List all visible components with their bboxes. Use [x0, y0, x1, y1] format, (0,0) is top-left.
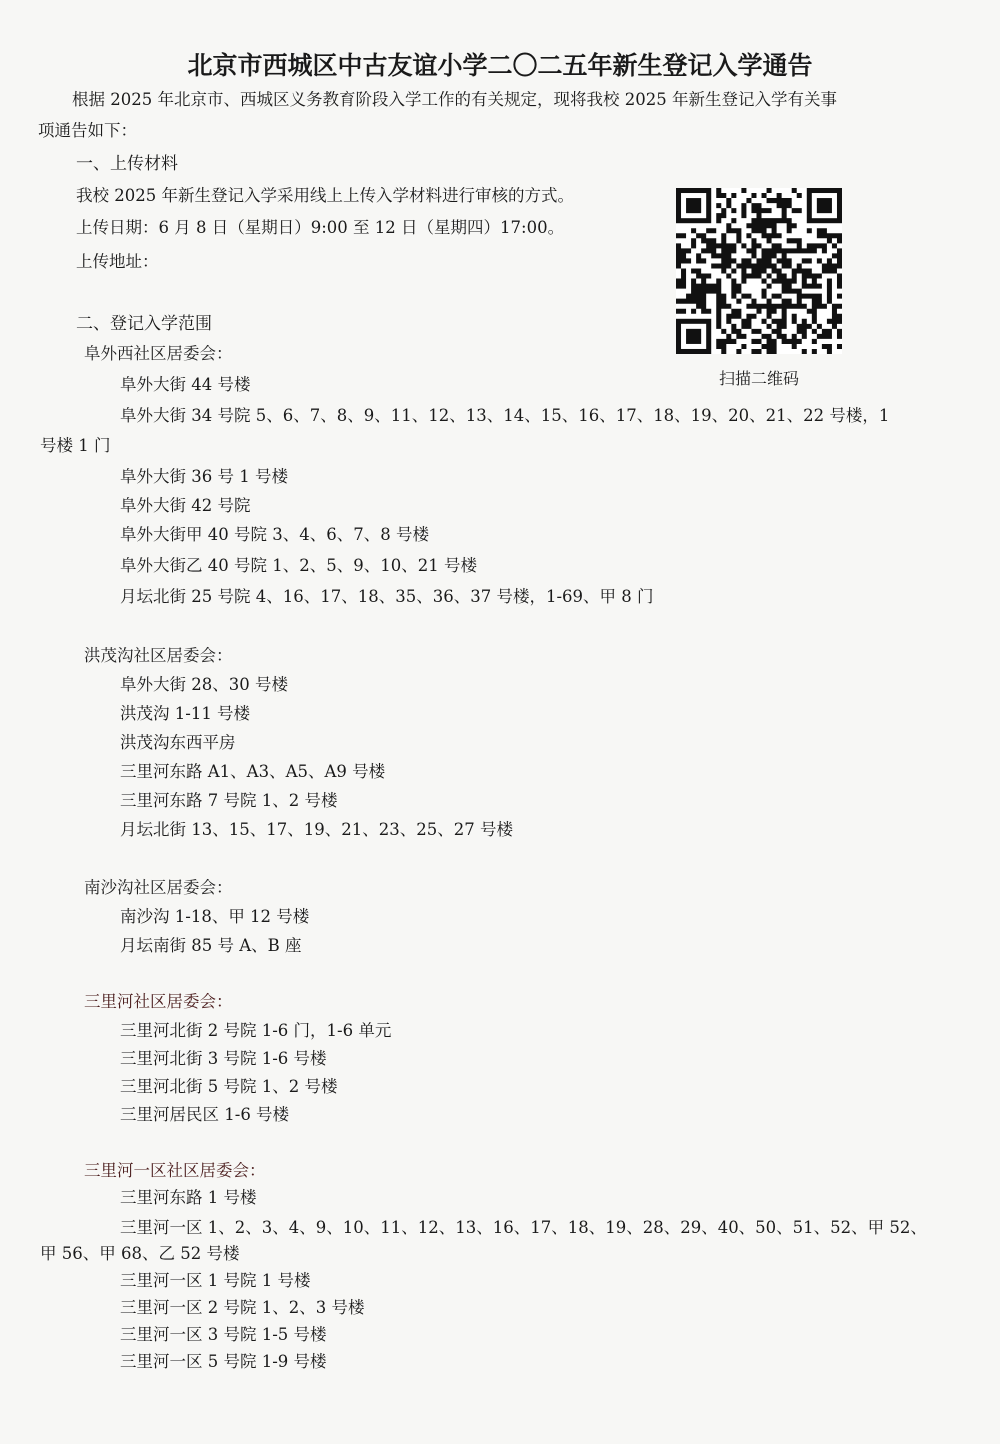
address-line: 阜外大街 44 号楼 [120, 375, 251, 394]
upload-method-text: 我校 2025 年新生登记入学采用线上上传入学材料进行审核的方式。 [76, 186, 574, 205]
address-line: 三里河一区 2 号院 1、2、3 号楼 [120, 1298, 365, 1317]
address-line: 三里河北街 5 号院 1、2 号楼 [120, 1077, 338, 1096]
address-line: 洪茂沟东西平房 [120, 733, 236, 752]
community-name: 三里河一区社区居委会： [84, 1161, 266, 1180]
address-line: 阜外大街 36 号 1 号楼 [120, 467, 288, 486]
community-name: 洪茂沟社区居委会： [84, 646, 233, 665]
address-line: 南沙沟 1-18、甲 12 号楼 [120, 907, 310, 926]
address-line: 月坛北街 25 号院 4、16、17、18、35、36、37 号楼，1-69、甲 8 门 [120, 587, 654, 606]
community-name: 三里河社区居委会： [84, 992, 233, 1011]
page-title: 北京市西城区中古友谊小学二〇二五年新生登记入学通告 [187, 51, 813, 80]
upload-date-text: 上传日期：6 月 8 日（星期日）9:00 至 12 日（星期四）17:00。 [76, 218, 565, 237]
qr-code[interactable] [676, 188, 842, 354]
address-line: 甲 56、甲 68、乙 52 号楼 [40, 1244, 240, 1263]
address-line: 号楼 1 门 [40, 436, 111, 455]
address-line: 洪茂沟 1-11 号楼 [120, 704, 251, 723]
address-line: 阜外大街 28、30 号楼 [120, 675, 288, 694]
upload-address-label: 上传地址： [76, 252, 159, 271]
address-line: 三里河北街 3 号院 1-6 号楼 [120, 1049, 327, 1068]
intro-line-1: 根据 2025 年北京市、西城区义务教育阶段入学工作的有关规定，现将我校 2025 年新生登记入学有关事 [72, 90, 837, 109]
community-name: 南沙沟社区居委会： [84, 878, 233, 897]
qr-caption: 扫描二维码 [718, 369, 799, 388]
section-2-heading: 二、登记入学范围 [76, 314, 212, 334]
address-line: 三里河居民区 1-6 号楼 [120, 1105, 290, 1124]
intro-line-2: 项通告如下： [38, 121, 137, 140]
address-line: 三里河一区 1、2、3、4、9、10、11、12、13、16、17、18、19、28、29、40、50、51、52、甲 52、 [120, 1218, 927, 1237]
address-line: 三里河一区 1 号院 1 号楼 [120, 1271, 311, 1290]
community-name: 阜外西社区居委会： [84, 344, 233, 363]
address-line: 阜外大街 42 号院 [120, 496, 251, 515]
address-line: 三里河东路 1 号楼 [120, 1188, 257, 1207]
address-line: 阜外大街 34 号院 5、6、7、8、9、11、12、13、14、15、16、17、18、19、20、21、22 号楼，1 [120, 406, 890, 425]
qr-finder-pattern [807, 188, 842, 223]
address-line: 三里河一区 5 号院 1-9 号楼 [120, 1352, 327, 1371]
address-line: 月坛南街 85 号 A、B 座 [120, 936, 302, 955]
qr-finder-pattern [676, 188, 711, 223]
qr-finder-pattern [676, 319, 711, 354]
address-line: 阜外大街乙 40 号院 1、2、5、9、10、21 号楼 [120, 556, 477, 575]
address-line: 阜外大街甲 40 号院 3、4、6、7、8 号楼 [120, 525, 429, 544]
address-line: 三里河一区 3 号院 1-5 号楼 [120, 1325, 327, 1344]
address-line: 三里河北街 2 号院 1-6 门，1-6 单元 [120, 1021, 392, 1040]
address-line: 月坛北街 13、15、17、19、21、23、25、27 号楼 [120, 820, 513, 839]
address-line: 三里河东路 7 号院 1、2 号楼 [120, 791, 338, 810]
address-line: 三里河东路 A1、A3、A5、A9 号楼 [120, 762, 386, 781]
section-1-heading: 一、上传材料 [76, 154, 178, 174]
